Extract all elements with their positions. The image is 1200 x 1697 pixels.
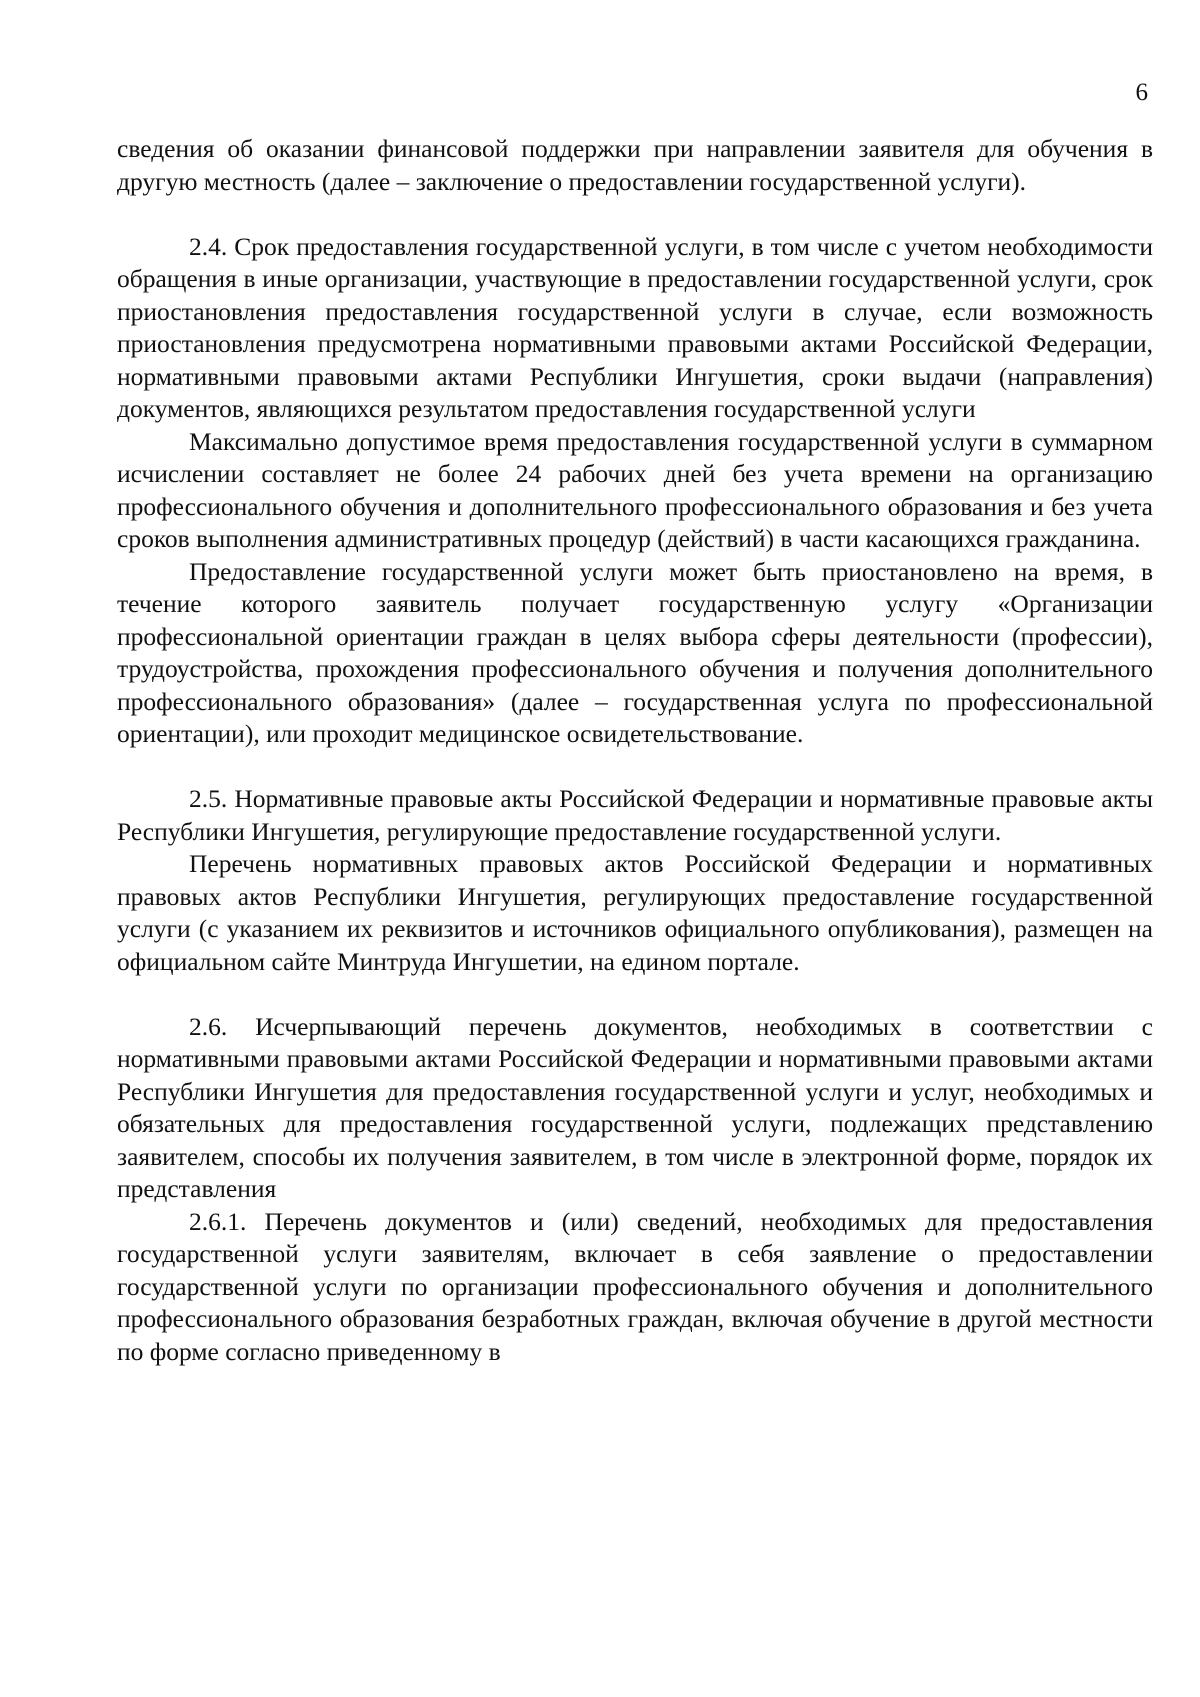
paragraph-2-5-heading: 2.5. Нормативные правовые акты Российской Федерации и нормативные правовые акты Республики Ингушетия, регулирующие предоставление государственной услуги.	[117, 784, 1153, 846]
paragraph-acts-list: Перечень нормативных правовых актов Российской Федерации и нормативных правовых актов Республики Ингушетия, регулирующих предоставление государственной услуги (с указанием их реквизитов и источников официального опубликования), размещен на официальном сайте Минтруда Ингушетии, на едином портале.	[117, 849, 1153, 976]
page-number: 6	[1135, 79, 1148, 106]
paragraph-1: сведения об оказании финансовой поддержки при направлении заявителя для обучения в другую местность (далее – заключение о предоставлении государственной услуги).	[117, 134, 1153, 196]
paragraph-2-6-1: 2.6.1. Перечень документов и (или) сведений, необходимых для предоставления государственной услуги заявителям, включает в себя заявление о предоставлении государственной услуги по организации профессионального обучения и дополнительного профессионального образования безработных граждан, включая обучение в другой местности по форме согласно приведенному в	[117, 1206, 1153, 1366]
paragraph-max-time: Максимально допустимое время предоставления государственной услуги в суммарном исчислении составляет не более 24 рабочих дней без учета времени на организацию профессионального обучения и дополнительного профессионального образования и без учета сроков выполнения административных процедур (действий) в части касающихся гражданина.	[117, 426, 1153, 553]
paragraph-suspension: Предоставление государственной услуги может быть приостановлено на время, в течение которого заявитель получает государственную услугу «Организации профессиональной ориентации граждан в целях выбора сферы деятельности (профессии), трудоустройства, прохождения профессионального обучения и получения дополнительного профессионального образования» (далее – государственная услуга по профессиональной ориентации), или проходит медицинское освидетельствование.	[117, 556, 1153, 748]
paragraph-2-6-heading: 2.6. Исчерпывающий перечень документов, необходимых в соответствии с нормативными правовыми актами Российской Федерации и нормативными правовыми актами Республики Ингушетия для предоставления государственной услуги и услуг, необходимых и обязательных для предоставления государственной услуги, подлежащих представлению заявителем, способы их получения заявителем, в том числе в электронной форме, порядок их представления	[117, 1011, 1153, 1203]
document-body	[117, 133, 1153, 1368]
paragraph-2-4-heading: 2.4. Срок предоставления государственной услуги, в том числе с учетом необходимости обращения в иные организации, участвующие в предоставлении государственной услуги, срок приостановления предоставления государственной услуги в случае, если возможность приостановления предусмотрена нормативными правовыми актами Российской Федерации, нормативными правовыми актами Республики Ингушетия, сроки выдачи (направления) документов, являющихся результатом предоставления государственной услуги	[117, 231, 1153, 423]
